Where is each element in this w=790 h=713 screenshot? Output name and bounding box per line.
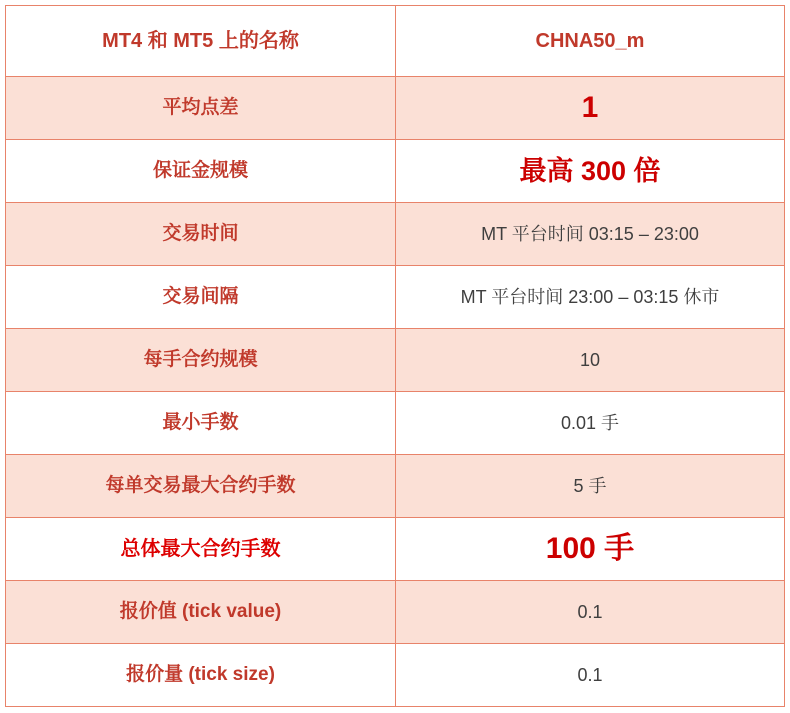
row-label-cell <box>6 329 396 392</box>
row-label-text: 交易时间 <box>162 223 239 245</box>
row-label-cell <box>6 455 396 518</box>
row-label-text: 总体最大合约手数 <box>120 537 281 560</box>
table-body <box>6 6 785 707</box>
row-value-text: MT 平台时间 03:15 – 23:00 <box>481 223 699 244</box>
row-label-cell <box>6 644 396 707</box>
table-header-row <box>6 6 785 77</box>
table-row <box>6 644 785 707</box>
row-label-cell <box>6 581 396 644</box>
row-value-text: 100 手 <box>545 531 635 565</box>
row-value-cell <box>396 140 785 203</box>
row-value-text: 1 <box>581 90 599 124</box>
row-value-text: 10 <box>579 349 601 370</box>
row-value-text: 最高 300 倍 <box>519 155 661 186</box>
table-row <box>6 140 785 203</box>
row-label-text: 保证金规模 <box>152 160 248 182</box>
row-value-cell <box>396 518 785 581</box>
row-label-cell <box>6 203 396 266</box>
header-label-cell <box>6 6 396 77</box>
table-row <box>6 455 785 518</box>
row-label-text: 最小手数 <box>162 412 239 434</box>
table-row <box>6 266 785 329</box>
row-value-cell <box>396 644 785 707</box>
row-value-text: 0.01 手 <box>560 412 620 433</box>
row-label-cell <box>6 392 396 455</box>
table-row <box>6 392 785 455</box>
row-value-text: 5 手 <box>573 475 607 496</box>
row-label-cell <box>6 77 396 140</box>
row-value-text: 0.1 <box>577 664 603 685</box>
row-label-cell <box>6 140 396 203</box>
table-row <box>6 203 785 266</box>
row-label-text: 每单交易最大合约手数 <box>105 475 296 497</box>
header-value-cell <box>396 6 785 77</box>
table-row <box>6 581 785 644</box>
row-label-text: 交易间隔 <box>162 286 239 308</box>
row-value-cell <box>396 77 785 140</box>
row-label-text: 每手合约规模 <box>143 349 258 371</box>
row-label-text: 报价量 (tick size) <box>126 664 275 686</box>
row-value-cell <box>396 392 785 455</box>
row-label-text: 平均点差 <box>162 97 239 119</box>
row-value-cell <box>396 455 785 518</box>
header-label-text: MT4 和 MT5 上的名称 <box>102 29 299 52</box>
header-value-text: CHNA50_m <box>535 29 645 52</box>
row-label-text: 报价值 (tick value) <box>119 601 282 623</box>
table-row <box>6 329 785 392</box>
row-value-cell <box>396 203 785 266</box>
row-value-text: 0.1 <box>577 601 603 622</box>
row-value-text: MT 平台时间 23:00 – 03:15 休市 <box>460 286 720 307</box>
table-row <box>6 518 785 581</box>
instrument-spec-table <box>5 5 785 707</box>
row-label-cell <box>6 518 396 581</box>
row-value-cell <box>396 329 785 392</box>
row-value-cell <box>396 581 785 644</box>
table-row <box>6 77 785 140</box>
row-label-cell <box>6 266 396 329</box>
row-value-cell <box>396 266 785 329</box>
